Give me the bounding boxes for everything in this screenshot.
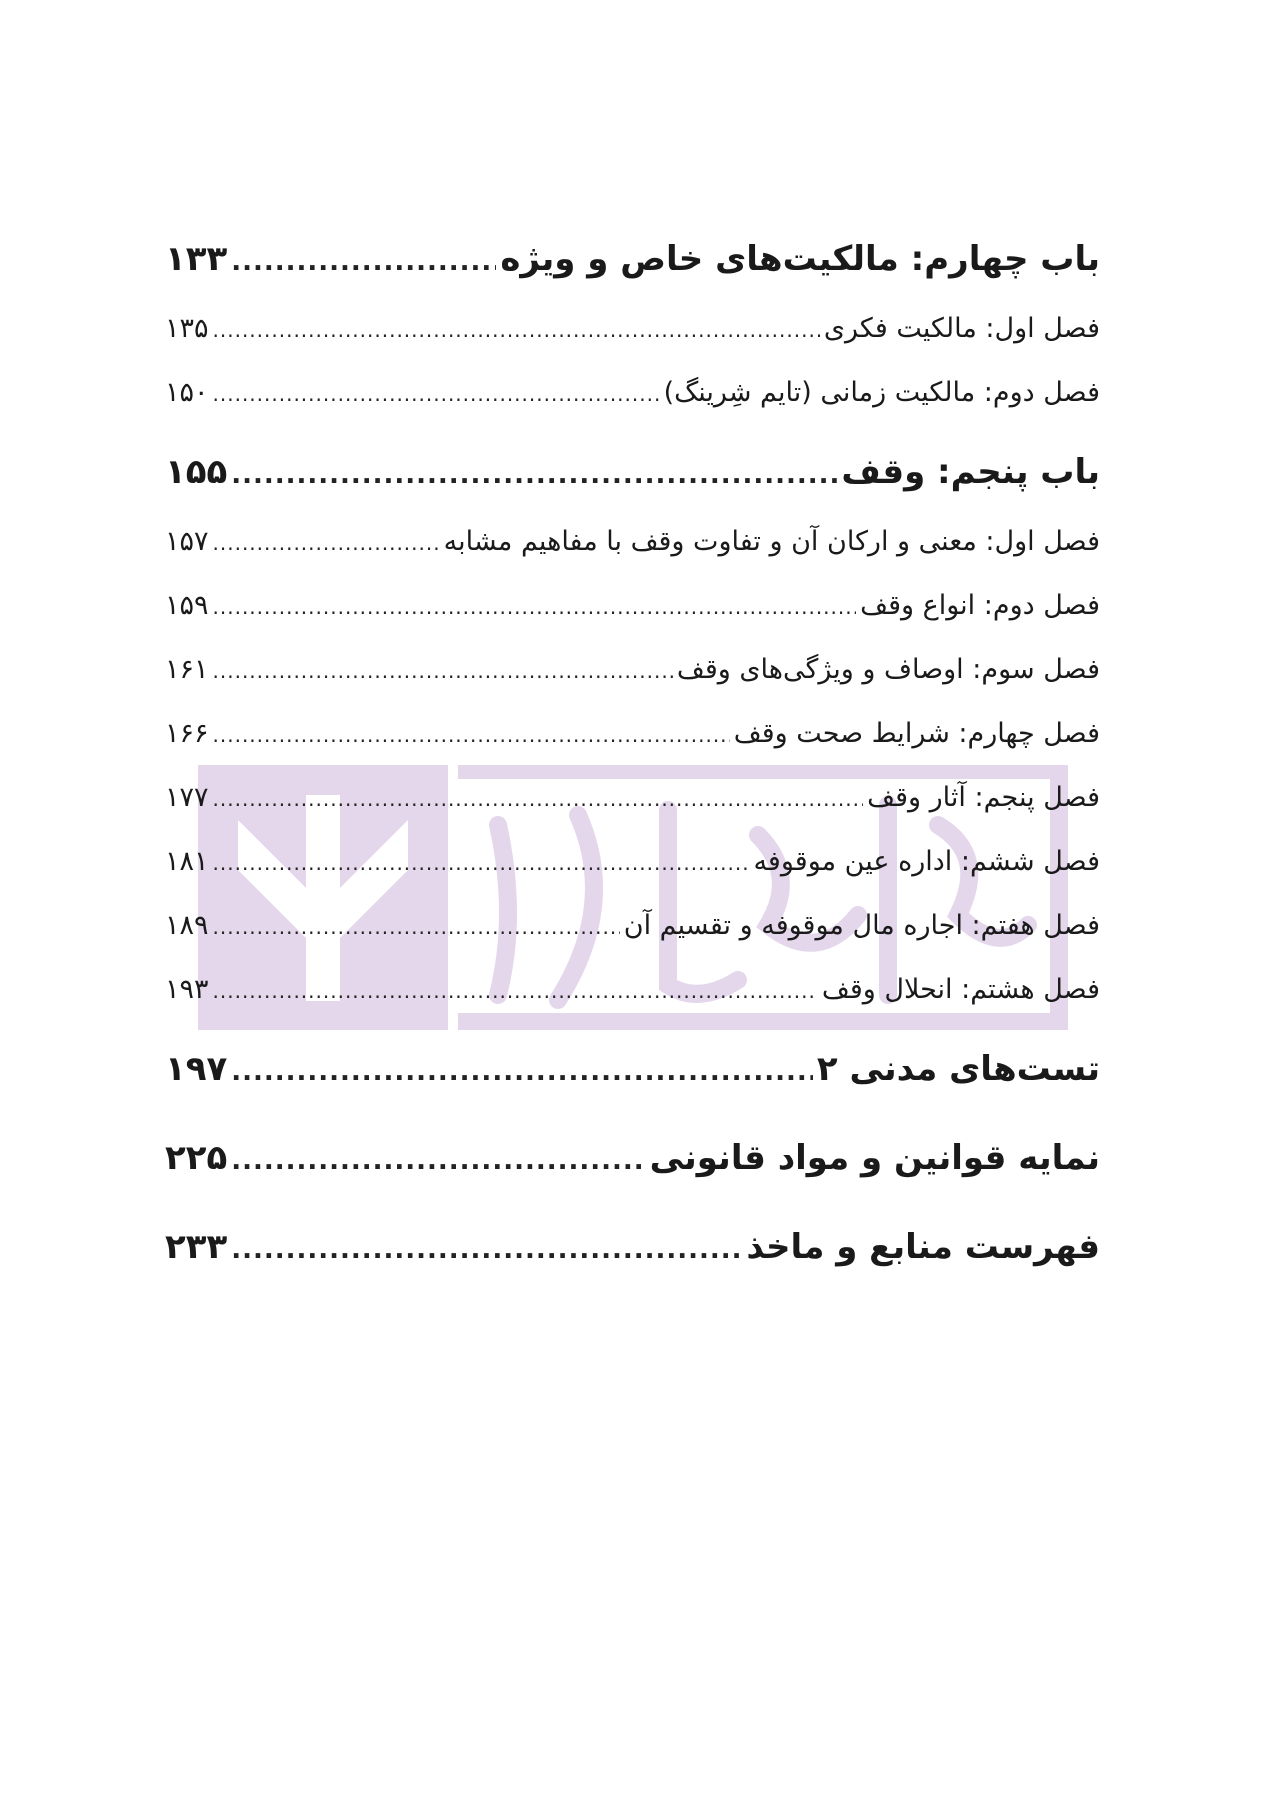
dot-leader: [213, 362, 660, 426]
toc-section-5-7[interactable]: [165, 894, 1100, 958]
section-title: فصل هشتم: انحلال وقف: [821, 974, 1100, 1005]
section-title: فصل چهارم: شرایط صحت وقف: [733, 718, 1100, 749]
toc-sources[interactable]: [165, 1210, 1100, 1285]
section-title: فصل هفتم: اجاره مال موقوفه و تقسیم آن: [623, 910, 1100, 941]
toc-section-5-8[interactable]: [165, 958, 1100, 1022]
table-of-contents: [165, 222, 1100, 1285]
dot-leader: [213, 767, 864, 831]
dot-leader: [213, 298, 820, 362]
section-title: فصل ششم: اداره عین موقوفه: [753, 846, 1100, 877]
toc-section-5-1[interactable]: [165, 510, 1100, 574]
chapter-title: فهرست منابع و ماخذ: [746, 1227, 1100, 1267]
page-number: ۱۹۷: [165, 1049, 228, 1089]
section-title: فصل دوم: انواع وقف: [860, 590, 1100, 621]
page-number: ۱۵۵: [165, 452, 228, 492]
toc-section-4-1[interactable]: [165, 297, 1100, 361]
page-number: ۱۸۹: [165, 910, 209, 941]
dot-leader: [213, 895, 620, 959]
page-number: ۱۵۰: [165, 377, 209, 408]
page-number: ۱۶۶: [165, 718, 209, 749]
page-number: ۱۹۳: [165, 974, 209, 1005]
page-number: ۱۶۱: [165, 654, 209, 685]
section-title: فصل دوم: مالکیت زمانی (تایم شِرینگ): [663, 377, 1100, 408]
page-number: ۱۸۱: [165, 846, 209, 877]
toc-chapter-4[interactable]: [165, 222, 1100, 297]
page-number: ۱۳۵: [165, 313, 209, 344]
chapter-title: تست‌های مدنی ۲: [816, 1049, 1100, 1089]
toc-section-5-6[interactable]: [165, 830, 1100, 894]
page-number: ۱۷۷: [165, 782, 209, 813]
toc-section-4-2[interactable]: [165, 361, 1100, 425]
page-number: ۱۳۳: [165, 239, 228, 279]
page-number: ۱۵۷: [165, 526, 209, 557]
dot-leader: [213, 639, 673, 703]
page-number: ۱۵۹: [165, 590, 209, 621]
toc-section-5-4[interactable]: [165, 702, 1100, 766]
toc-tests[interactable]: [165, 1032, 1100, 1107]
page-number: ۲۲۵: [165, 1138, 228, 1178]
toc-index[interactable]: [165, 1121, 1100, 1196]
section-title: فصل پنجم: آثار وقف: [867, 782, 1100, 813]
dot-leader: [213, 575, 857, 639]
chapter-title: نمایه قوانین و مواد قانونی: [649, 1138, 1100, 1178]
dot-leader: [231, 1035, 813, 1110]
page-number: ۲۳۳: [165, 1227, 228, 1267]
toc-section-5-5[interactable]: [165, 766, 1100, 830]
chapter-title: باب پنجم: وقف: [841, 452, 1100, 492]
toc-chapter-5[interactable]: [165, 435, 1100, 510]
section-title: فصل سوم: اوصاف و ویژگی‌های وقف: [676, 654, 1100, 685]
dot-leader: [231, 1213, 742, 1288]
toc-section-5-3[interactable]: [165, 638, 1100, 702]
dot-leader: [231, 225, 496, 300]
dot-leader: [231, 438, 837, 513]
dot-leader: [213, 703, 730, 767]
chapter-title: باب چهارم: مالکیت‌های خاص و ویژه: [500, 239, 1100, 279]
section-title: فصل اول: مالکیت فکری: [823, 313, 1100, 344]
dot-leader: [213, 959, 818, 1023]
dot-leader: [213, 511, 440, 575]
section-title: فصل اول: معنی و ارکان آن و تفاوت وقف با مفاهیم مشابه: [443, 526, 1100, 557]
toc-section-5-2[interactable]: [165, 574, 1100, 638]
dot-leader: [213, 831, 750, 895]
dot-leader: [231, 1124, 645, 1199]
